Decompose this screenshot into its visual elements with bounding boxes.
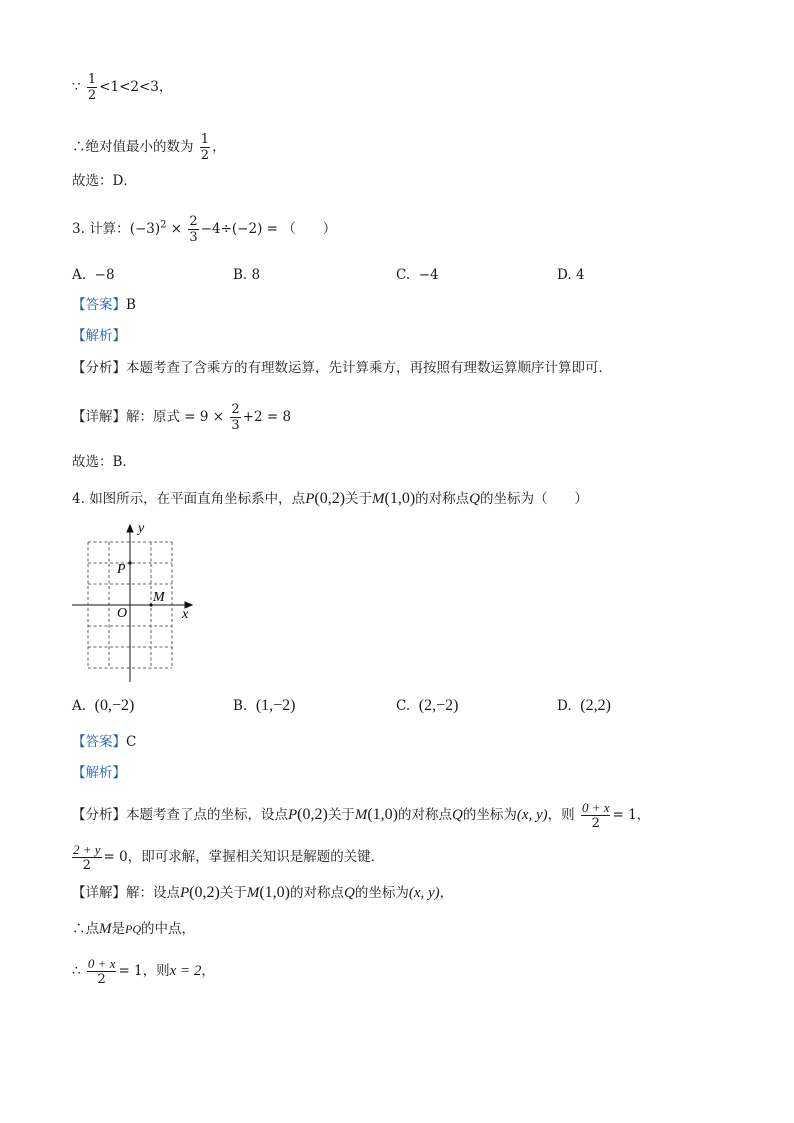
fenxi-tag: 【分析】 — [72, 807, 126, 823]
point-m-label: M — [153, 590, 165, 605]
q4-stem: 4. 如图所示，在平面直角坐标系中，点P(0,2)关于M(1,0)的对称点Q的坐标为（ ） — [72, 490, 589, 507]
x-axis-label: x — [182, 607, 189, 622]
q4-solve-line: ∴ $\frac{0 + x}{2}$ = 1，则x = 2， — [72, 956, 215, 987]
q4-option-b[interactable]: B. (1,−2) — [233, 697, 296, 714]
therefore-symbol: ∴ — [72, 139, 86, 155]
answer-tag: 【答案】 — [72, 297, 126, 313]
q4-analysis-heading: 【解析】 — [72, 765, 126, 781]
q4-midpoint-line: ∴点M是PQ的中点， — [72, 921, 195, 937]
fraction-zero-plus-x-over-two: $\frac{0 + x}{2}$ — [87, 956, 116, 987]
conclusion-text: 绝对值最小的数为 — [85, 139, 194, 155]
coordinate-figure — [68, 520, 198, 688]
answer-value: C — [126, 734, 137, 750]
origin-label: O — [117, 606, 128, 621]
axes — [72, 525, 192, 682]
fraction-one-half: $\frac{1}{2}$ — [200, 132, 210, 163]
q4-option-a[interactable]: A. (0,−2) — [72, 697, 135, 714]
fraction-two-plus-y-over-two: $\frac{2 + y}{2}$ — [73, 842, 101, 873]
q3-stem: 3. 计算：$(-3)^2$ × $\frac{2}{3}$ −4÷(−2) = （ ） — [72, 214, 337, 245]
inequality-text: <1<2<3， — [99, 79, 173, 95]
q4-detail-line1: 【详解】解：设点P(0,2)关于M(1,0)的对称点Q的坐标为(x, y)， — [72, 884, 454, 901]
q3-option-b[interactable]: B. 8 — [233, 267, 261, 283]
q4-answer — [72, 733, 136, 751]
q3-fenxi: 【分析】本题考查了含乘方的有理数运算，先计算乘方，再按照有理数运算顺序计算即可． — [72, 360, 612, 376]
detail-tag: 【详解】 — [72, 885, 126, 901]
q3-option-c[interactable]: C. −4 — [396, 267, 439, 283]
q3-analysis-heading: 【解析】 — [72, 328, 126, 344]
answer-value: B — [126, 297, 136, 313]
fraction-two-thirds: $\frac{2}{3}$ — [189, 214, 198, 245]
fraction-zero-plus-x-over-two: $\frac{0 + x}{2}$ — [581, 800, 610, 831]
fraction-one-half: $\frac{1}{2}$ — [87, 72, 97, 103]
q4-option-c[interactable]: C. (2,−2) — [396, 697, 459, 714]
exponent: 2 — [160, 219, 167, 231]
q4-fenxi-line1: 【分析】本题考查了点的坐标，设点P(0,2)关于M(1,0)的对称点Q的坐标为(x, y)，则 $\frac{0 + x}{2}$ = 1， — [72, 800, 651, 831]
y-axis-label: y — [138, 521, 145, 536]
q2-choice: 故选：D． — [72, 173, 137, 189]
q3-answer — [72, 296, 136, 314]
q3-option-a[interactable]: A. −8 — [72, 267, 115, 283]
q3-choice: 故选：B． — [72, 454, 136, 470]
q4-option-d[interactable]: D. (2,2) — [557, 697, 611, 714]
point-p-dot — [128, 561, 131, 564]
q3-detail: 【详解】解：原式 = 9 × $\frac{2}{3}$ +2 = 8 — [72, 402, 292, 433]
fraction-two-thirds: $\frac{2}{3}$ — [231, 402, 240, 433]
because-symbol: ∵ — [72, 79, 81, 95]
q3-option-d[interactable]: D. 4 — [557, 267, 585, 283]
fenxi-tag: 【分析】 — [72, 360, 126, 376]
q2-inequality-line — [72, 72, 172, 103]
q4-fenxi-line2: $\frac{2 + y}{2}$ = 0，即可求解，掌握相关知识是解题的关键． — [73, 842, 385, 873]
q2-conclusion-line: ∴绝对值最小的数为 $\frac{1}{2}$ ， — [72, 132, 226, 163]
detail-tag: 【详解】 — [72, 409, 126, 425]
point-p-label: P — [117, 562, 126, 577]
question-number: 4. — [72, 491, 85, 507]
question-number: 3. — [72, 221, 85, 237]
answer-tag: 【答案】 — [72, 734, 126, 750]
